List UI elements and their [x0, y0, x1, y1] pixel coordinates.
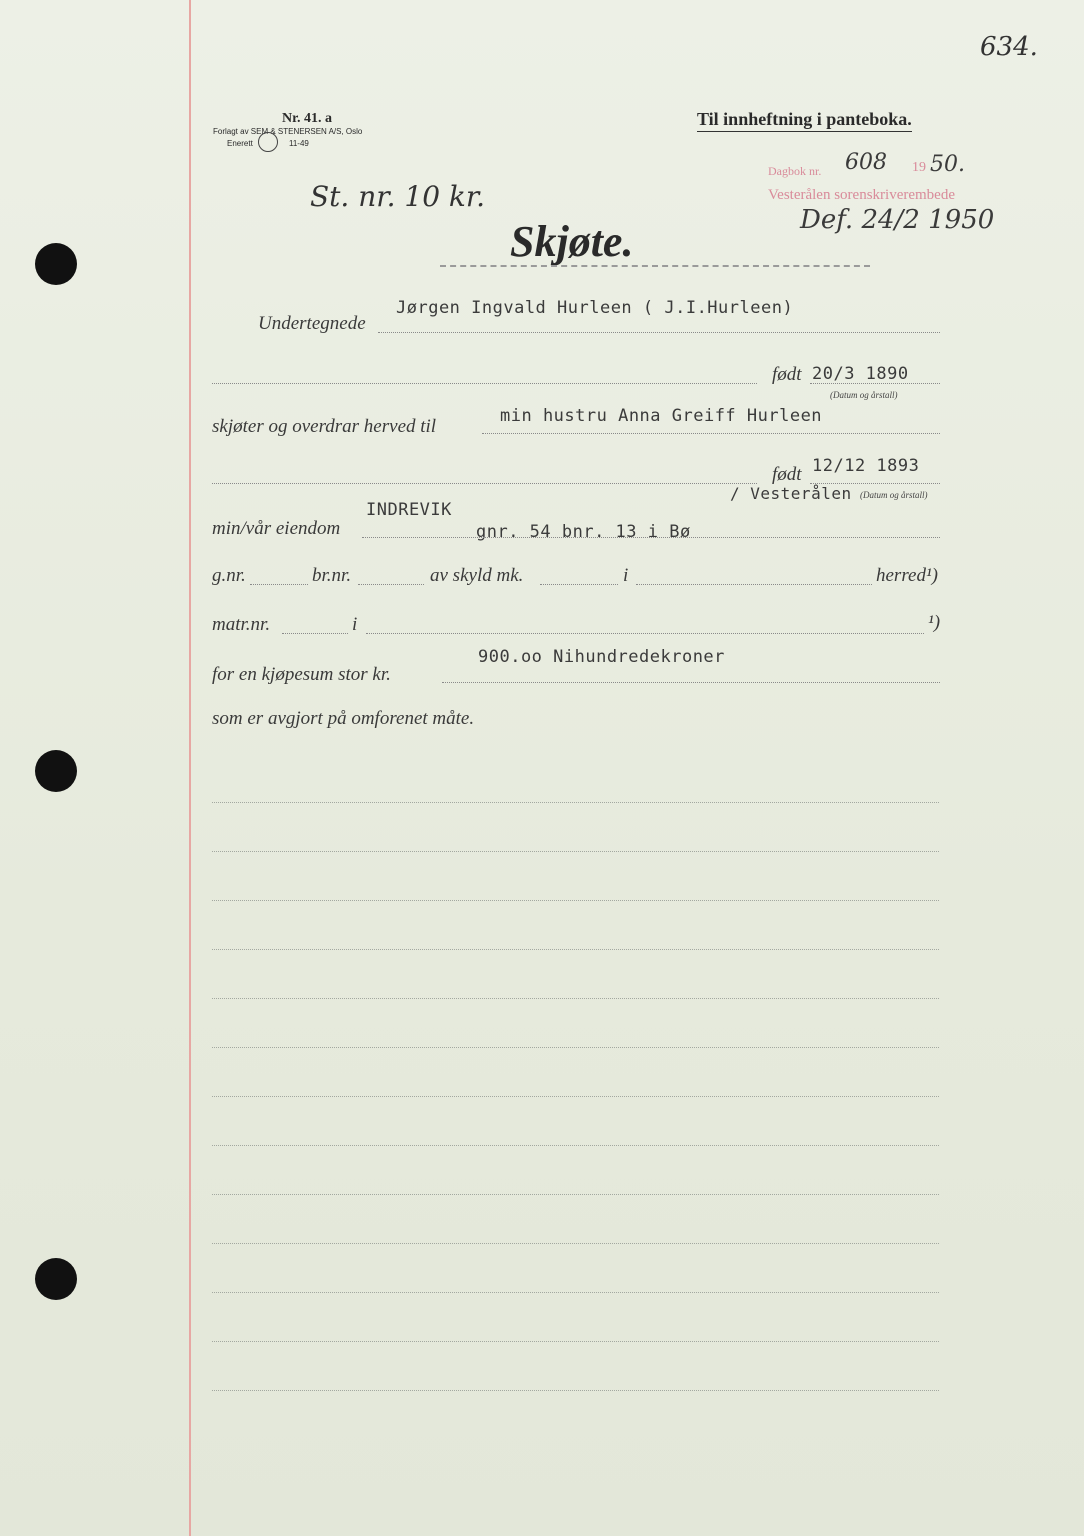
blank-rule: [212, 998, 939, 999]
page-number: 634.: [980, 32, 1038, 62]
binding-note: Til innheftning i panteboka.: [697, 109, 912, 132]
fodt1-label: født: [772, 364, 802, 385]
blank-rule: [212, 1047, 939, 1048]
form-enerett: Enerett: [227, 139, 253, 148]
margin-line: [189, 0, 191, 1536]
fodt2-label: født: [772, 464, 802, 485]
matr-label: matr.nr.: [212, 614, 271, 635]
blank-rule: [212, 949, 939, 950]
form-publisher: Forlagt av SEM & STENERSEN A/S, Oslo: [213, 127, 363, 136]
undertegnede-value: Jørgen Ingvald Hurleen ( J.I.Hurleen): [396, 298, 794, 318]
stamp-date-note: Def. 24/2 1950: [800, 205, 995, 235]
blank-rule: [212, 802, 939, 803]
stamp-year-written: 50.: [930, 152, 965, 177]
eiendom-label: min/vår eiendom: [212, 518, 341, 539]
dagbok-number: 608: [845, 150, 887, 175]
blank-rule: [212, 1145, 939, 1146]
document-title: Skjøte.: [510, 217, 634, 266]
blank-rule: [212, 1096, 939, 1097]
title-underline: [440, 265, 870, 267]
blank-rule: [212, 900, 939, 901]
recipient-line: [482, 433, 940, 434]
stamp-year-printed: 19: [912, 160, 926, 175]
brnr-line: [358, 584, 424, 585]
eiendom-line: [362, 537, 940, 538]
fodt2-hint: (Datum og årstall): [860, 490, 928, 500]
kjopesum-label: for en kjøpesum stor kr.: [212, 664, 391, 685]
punch-hole: [35, 1258, 77, 1300]
punch-hole: [35, 243, 77, 285]
fodt2-line-left: [212, 483, 757, 484]
recipient-value: min hustru Anna Greiff Hurleen: [500, 406, 823, 426]
stamp-office: Vesterålen sorenskriverembede: [768, 187, 956, 203]
fodt1-hint: (Datum og årstall): [830, 390, 898, 400]
blank-rule: [212, 1194, 939, 1195]
gnr-label: g.nr.: [212, 565, 246, 586]
kjopesum-value: 900.oo Nihundredekroner: [478, 647, 725, 667]
gnr-line: [250, 584, 308, 585]
eiendom-value: gnr. 54 bnr. 13 i Bø: [476, 522, 691, 542]
matr-i-line: [366, 633, 924, 634]
herred-label: herred¹): [876, 565, 938, 586]
matr-i-label: i: [352, 614, 358, 635]
skjoter-label: skjøter og overdrar herved til: [212, 416, 437, 437]
eiendom-name: INDREVIK: [366, 500, 452, 520]
form-number: Nr. 41. a: [282, 111, 333, 126]
blank-rule: [212, 1341, 939, 1342]
fodt1-value: 20/3 1890: [812, 364, 909, 384]
fodt2-place: / Vesterålen: [730, 484, 852, 503]
fodt1-line-left: [212, 383, 757, 384]
fodt1-line: [810, 383, 940, 384]
publisher-logo-icon: [258, 132, 278, 152]
skyld-label: av skyld mk.: [430, 565, 524, 586]
kjopesum-line: [442, 682, 940, 683]
undertegnede-line: [378, 332, 940, 333]
brnr-label: br.nr.: [312, 565, 352, 586]
i-label: i: [623, 565, 629, 586]
form-edition: 11-49: [289, 139, 309, 148]
fodt2-value: 12/12 1893: [812, 456, 920, 476]
skyld-line: [540, 584, 618, 585]
blank-rule: [212, 1243, 939, 1244]
margin-note: St. nr. 10 kr.: [310, 180, 486, 213]
matr-line: [282, 633, 348, 634]
blank-rule: [212, 1390, 939, 1391]
avgjort-label: som er avgjort på omforenet måte.: [212, 708, 475, 729]
blank-rule: [212, 851, 939, 852]
punch-hole: [35, 750, 77, 792]
i-line: [636, 584, 872, 585]
blank-rule: [212, 1292, 939, 1293]
matr-paren-label: ¹): [928, 612, 941, 633]
dagbok-prefix: Dagbok nr.: [768, 164, 822, 178]
undertegnede-label: Undertegnede: [258, 313, 366, 334]
